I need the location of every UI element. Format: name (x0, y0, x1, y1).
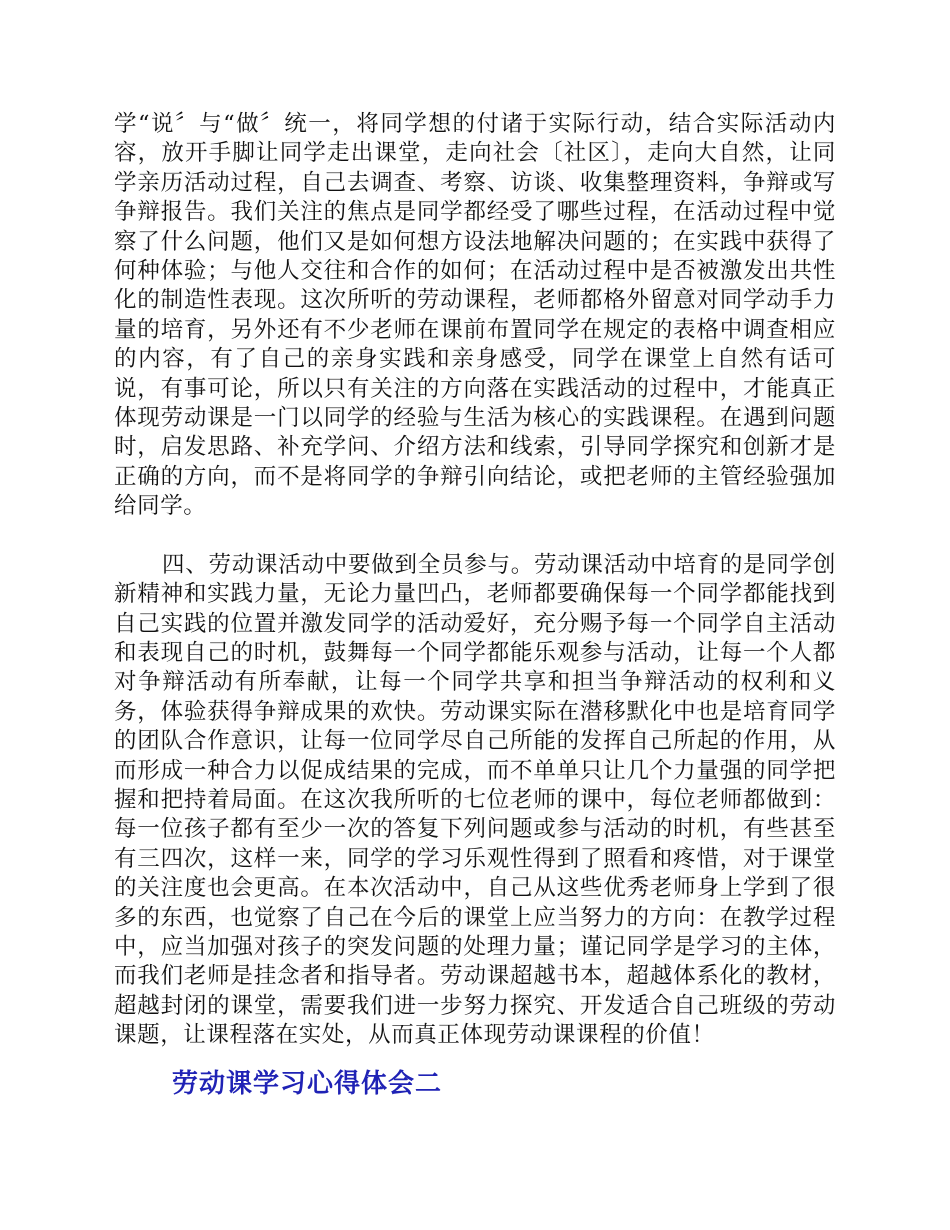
document-body (114, 110, 836, 1051)
section-heading: 劳动课学习心得体会二 (172, 1069, 443, 1099)
body-paragraph-1: 学“说〞与“做〞统一，将同学想的付诸于实际行动，结合实际活动内容，放开手脚让同学走出课堂，走向社会〔社区〕，走向大自然，让同学亲历活动过程，自己去调查、考察、访谈、收集整理资料，争辩或写争辩报告。我们关注的焦点是同学都经受了哪些过程，在活动过程中觉察了什么问题，他们又是如何想方设法地解决问题的；在实践中获得了何种体验；与他人交往和合作的如何；在活动过程中是否被激发出共性化的制造性表现。这次所听的劳动课程，老师都格外留意对同学动手力量的培育，另外还有不少老师在课前布置同学在规定的表格中调查相应的内容，有了自己的亲身实践和亲身感受，同学在课堂上自然有话可说，有事可论，所以只有关注的方向落在实践活动的过程中，才能真正体现劳动课是一门以同学的经验与生活为核心的实践课程。在遇到问题时，启发思路、补充学问、介绍方法和线索，引导同学探究和创新才是正确的方向，而不是将同学的争辩引向结论，或把老师的主管经验强加给同学。 (114, 111, 836, 520)
body-paragraph-2: 四、劳动课活动中要做到全员参与。劳动课活动中培育的是同学创新精神和实践力量，无论力量凹凸，老师都要确保每一个同学都能找到自己实践的位置并激发同学的活动爱好，充分赐予每一个同学自主活动和表现自己的时机，鼓舞每一个同学都能乐观参与活动，让每一个人都对争辩活动有所奉献，让每一个同学共享和担当争辩活动的权利和义务，体验获得争辩成果的欢快。劳动课实际在潜移默化中也是培育同学的团队合作意识，让每一位同学尽自己所能的发挥自己所起的作用，从而形成一种合力以促成结果的完成，而不单单只让几个力量强的同学把握和把持着局面。在这次我所听的七位老师的课中，每位老师都做到：每一位孩子都有至少一次的答复下列问题或参与活动的时机，有些甚至有三四次，这样一来，同学的学习乐观性得到了照看和疼惜，对于课堂的关注度也会更高。在本次活动中，自己从这些优秀老师身上学到了很多的东西，也觉察了自己在今后的课堂上应当努力的方向：在教学过程中，应当加强对孩子的突发问题的处理力量；谨记同学是学习的主体，而我们老师是挂念者和指导者。劳动课超越书本，超越体系化的教材，超越封闭的课堂，需要我们进一步努力探究、开发适合自己班级的劳动课题，让课程落在实处，从而真正体现劳动课课程的价值！ (114, 551, 836, 1049)
